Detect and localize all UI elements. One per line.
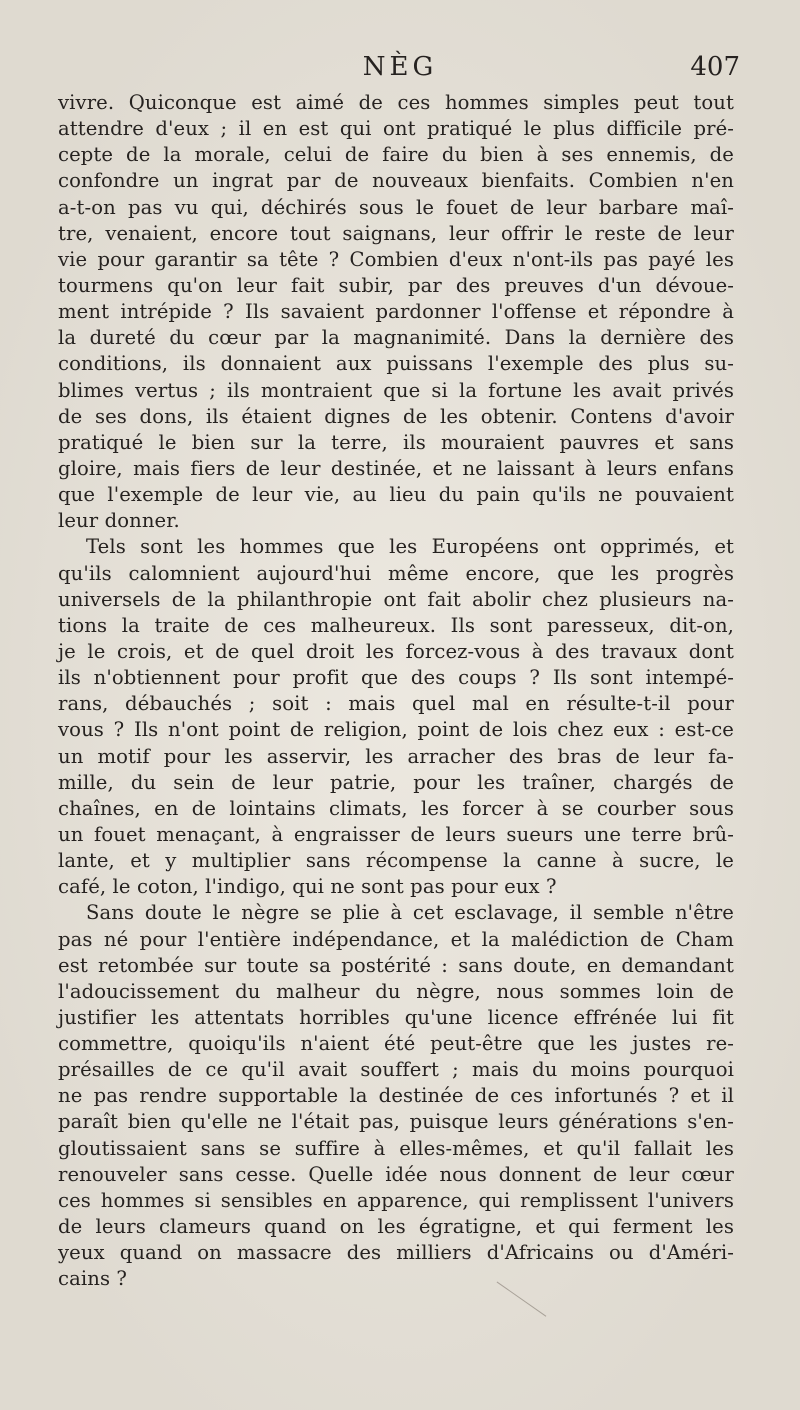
text-line: Tels sont les hommes que les Européens ont opprimés, et — [86, 535, 734, 559]
paragraph — [58, 534, 734, 900]
body-text — [58, 90, 734, 1292]
text-line: mille, du sein de leur patrie, pour les traîner, chargés de — [58, 770, 734, 794]
text-line: justifier les attentats horribles qu'une licence effrénée lui fit — [58, 1005, 734, 1029]
text-line: yeux quand on massacre des milliers d'Africains ou d'Améri- — [58, 1241, 734, 1265]
paragraph — [58, 90, 734, 534]
text-line: gloutissaient sans se suffire à elles-mêmes, et qu'il fallait les — [58, 1136, 734, 1160]
running-title: NÈG — [362, 52, 438, 82]
text-line: l'adoucissement du malheur du nègre, nous sommes loin de — [58, 979, 734, 1003]
text-line: je le crois, et de quel droit les forcez-vous à des travaux dont — [58, 639, 734, 663]
text-line: tions la traite de ces malheureux. Ils sont paresseux, dit-on, — [58, 613, 734, 637]
text-line: pas né pour l'entière indépendance, et la malédiction de Cham — [58, 927, 734, 951]
text-line: ne pas rendre supportable la destinée de ces infortunés ? et il — [58, 1084, 734, 1108]
text-line: qu'ils calomnient aujourd'hui même encore, que les progrès — [58, 561, 734, 585]
text-line: un motif pour les asservir, les arracher des bras de leur fa- — [58, 744, 734, 768]
text-line: ces hommes si sensibles en apparence, qui remplissent l'univers — [58, 1188, 734, 1212]
paragraph — [58, 900, 734, 1292]
text-line: la dureté du cœur par la magnanimité. Dans la dernière des — [58, 326, 734, 350]
text-line: pratiqué le bien sur la terre, ils mouraient pauvres et sans — [58, 430, 734, 454]
text-line: gloire, mais fiers de leur destinée, et ne laissant à leurs enfans — [58, 456, 734, 480]
text-line: café, le coton, l'indigo, qui ne sont pas pour eux ? — [58, 875, 557, 899]
text-line: chaînes, en de lointains climats, les forcer à se courber sous — [58, 796, 734, 820]
text-line: renouveler sans cesse. Quelle idée nous donnent de leur cœur — [58, 1162, 734, 1186]
text-line: de leurs clameurs quand on les égratigne, et qui ferment les — [58, 1215, 734, 1239]
text-line: vie pour garantir sa tête ? Combien d'eux n'ont-ils pas payé les — [58, 247, 734, 271]
text-line: ils n'obtiennent pour profit que des coups ? Ils sont intempé- — [58, 666, 734, 690]
text-line: tourmens qu'on leur fait subir, par des preuves d'un dévoue- — [58, 273, 734, 297]
page-number: 407 — [690, 52, 740, 82]
text-line: est retombée sur toute sa postérité : sans doute, en demandant — [58, 953, 734, 977]
text-line: rans, débauchés ; soit : mais quel mal en résulte-t-il pour — [58, 692, 734, 716]
text-line: conditions, ils donnaient aux puissans l'exemple des plus su- — [58, 352, 734, 376]
text-line: un fouet menaçant, à engraisser de leurs sueurs une terre brû- — [58, 822, 734, 846]
text-line: universels de la philanthropie ont fait abolir chez plusieurs na- — [58, 587, 734, 611]
text-line: lante, et y multiplier sans récompense la canne à sucre, le — [58, 849, 734, 873]
text-line: attendre d'eux ; il en est qui ont pratiqué le plus difficile pré- — [58, 117, 734, 141]
text-line: que l'exemple de leur vie, au lieu du pain qu'ils ne pouvaient — [58, 483, 734, 507]
text-line: de ses dons, ils étaient dignes de les obtenir. Contens d'avoir — [58, 404, 734, 428]
text-line: a-t-on pas vu qui, déchirés sous le fouet de leur barbare maî- — [58, 195, 734, 219]
text-line: paraît bien qu'elle ne l'était pas, puisque leurs générations s'en- — [58, 1110, 734, 1134]
text-line: vivre. Quiconque est aimé de ces hommes simples peut tout — [58, 91, 734, 114]
running-head — [60, 52, 740, 88]
text-line: tre, venaient, encore tout saignans, leur offrir le reste de leur — [58, 221, 734, 245]
text-line: blimes vertus ; ils montraient que si la fortune les avait privés — [58, 378, 734, 402]
text-line: commettre, quoiqu'ils n'aient été peut-être que les justes re- — [58, 1032, 734, 1056]
text-line: ment intrépide ? Ils savaient pardonner l'offense et répondre à — [58, 300, 734, 324]
text-line: présailles de ce qu'il avait souffert ; mais du moins pourquoi — [58, 1058, 734, 1082]
text-line: Sans doute le nègre se plie à cet esclavage, il semble n'être — [86, 901, 734, 925]
text-line: leur donner. — [58, 509, 180, 533]
text-line: cepte de la morale, celui de faire du bien à ses ennemis, de — [58, 143, 734, 167]
text-line: vous ? Ils n'ont point de religion, point de lois chez eux : est-ce — [58, 718, 734, 742]
text-line: confondre un ingrat par de nouveaux bienfaits. Combien n'en — [58, 169, 734, 193]
text-line: cains ? — [58, 1267, 128, 1291]
